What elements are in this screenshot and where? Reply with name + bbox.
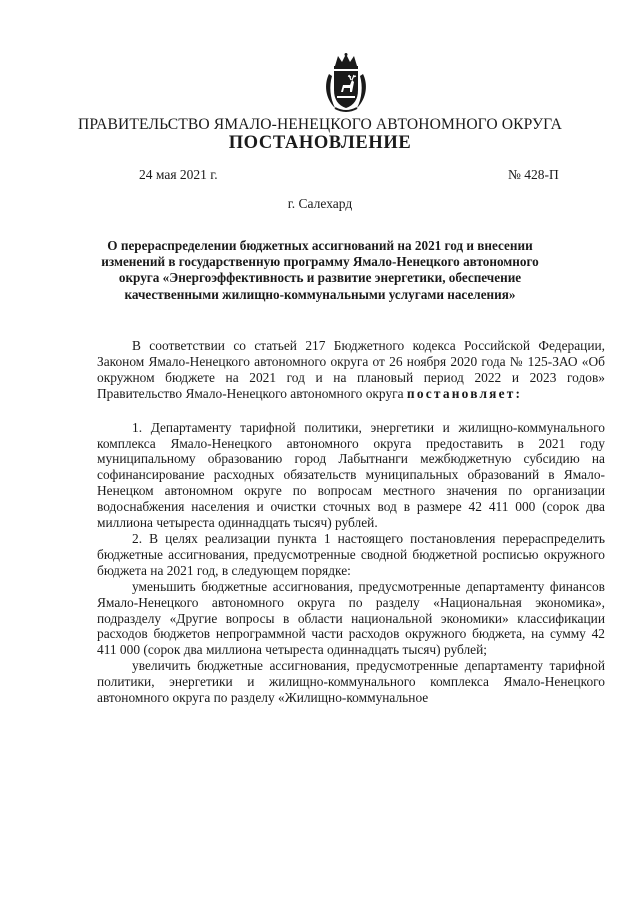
organization-name: ПРАВИТЕЛЬСТВО ЯМАЛО-НЕНЕЦКОГО АВТОНОМНОГО ОКРУГА bbox=[78, 116, 562, 133]
document-title: О перераспределении бюджетных ассигнований на 2021 год и внесении изменений в государственную программу Ямало-Ненецкого автономного округа «Энергоэффективность и развитие энергетики, обеспечение качественными жилищно-коммунальными услугами населения» bbox=[101, 238, 539, 302]
preamble-text: В соответствии со статьей 217 Бюджетного кодекса Российской Федерации, Законом Ямало-Ненецкого автономного округа от 26 ноября 2020 года № 125-ЗАО «Об окружном бюджете на 2021 год и на плановый период 2022 и 2023 годов» Правительство Ямало-Ненецкого автономного округа bbox=[97, 338, 605, 401]
paragraph-2: 2. В целях реализации пункта 1 настоящего постановления перераспределить бюджетные ассигнования, предусмотренные сводной бюджетной росписью окружного бюджета на 2021 год, в следующем порядке: bbox=[97, 530, 605, 578]
document-body bbox=[97, 338, 605, 706]
paragraph-1: 1. Департаменту тарифной политики, энергетики и жилищно-коммунального комплекса Ямало-Ненецкого автономного округа предоставить в 2021 году муниципальному образованию город Лабытнанги межбюджетную субсидию на софинансирование расходных обязательств муниципальных образований в Ямало-Ненецком автономном округе по вопросам местного значения по организации водоснабжения населения и очистки сточных вод в размере 42 411 000 (сорок два миллиона четыреста одиннадцать тысяч) рублей. bbox=[97, 419, 605, 531]
document-city: г. Салехард bbox=[287, 196, 353, 211]
paragraph-decrease: уменьшить бюджетные ассигнования, предусмотренные департаменту финансов Ямало-Ненецкого автономного округа по разделу «Национальная экономика», подразделу «Другие вопросы в области национальной экономики» классификации расходов бюджетов непрограммной части расходов окружного бюджета, на сумму 42 411 000 (сорок два миллиона четыреста одиннадцать тысяч) рублей; bbox=[97, 578, 605, 658]
document-type: ПОСТАНОВЛЕНИЕ bbox=[228, 133, 412, 153]
coat-of-arms-icon bbox=[321, 52, 371, 114]
document-date: 24 мая 2021 г. bbox=[139, 167, 218, 182]
paragraph-increase: увеличить бюджетные ассигнования, предусмотренные департаменту тарифной политики, энергетики и жилищно-коммунального комплекса Ямало-Ненецкого автономного округа по разделу «Жилищно-коммунальное bbox=[97, 658, 605, 706]
document-number: № 428-П bbox=[508, 167, 559, 182]
preamble bbox=[97, 338, 605, 402]
resolves-word: постановляет: bbox=[406, 385, 523, 401]
